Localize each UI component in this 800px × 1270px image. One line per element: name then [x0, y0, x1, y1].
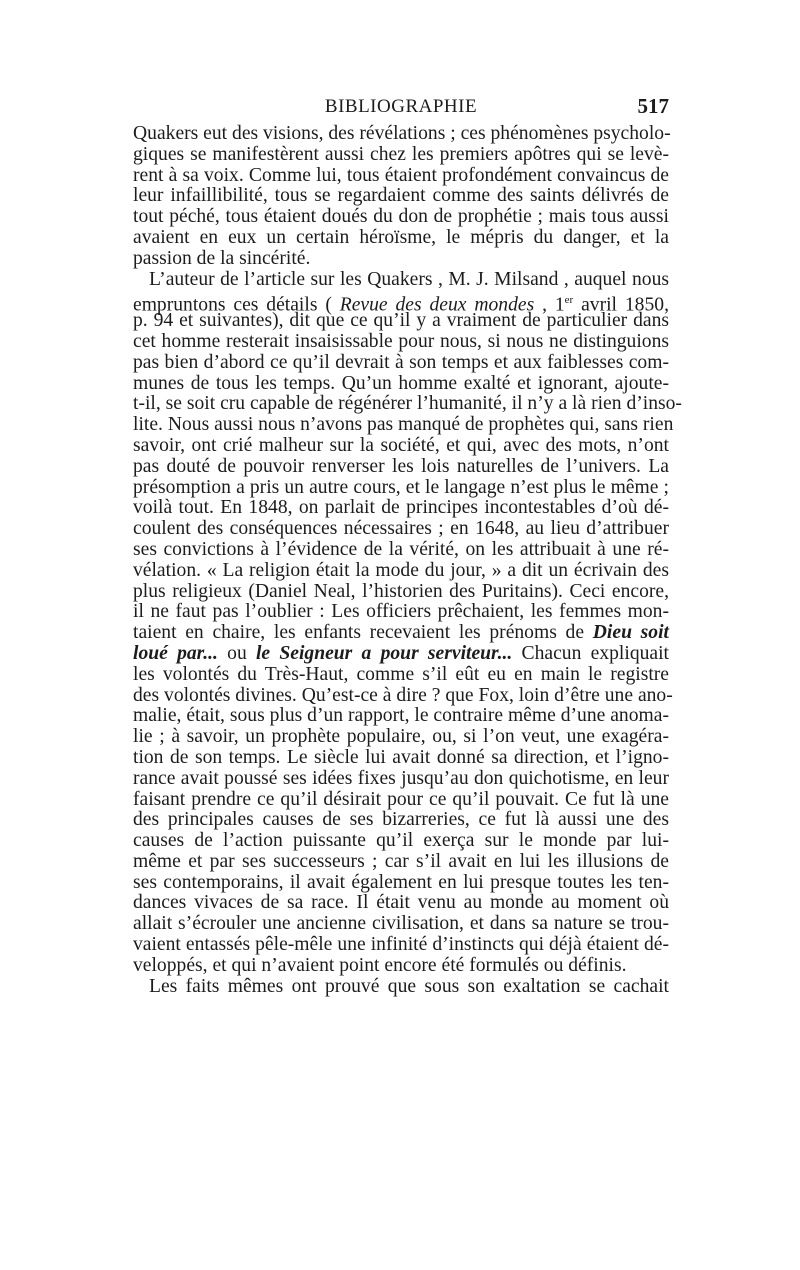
text-line: lite. Nous aussi nous n’avons pas manqué de prophètes qui, sans rien: [133, 414, 674, 436]
text-line: tout péché, tous étaient doués du don de prophétie ; mais tous aussi: [133, 206, 669, 228]
text-line: voilà tout. En 1848, on parlait de principes incontestables d’où dé-: [133, 497, 669, 519]
text-line: allait s’écrouler une ancienne civilisation, et dans sa nature se trou-: [133, 913, 669, 935]
text-line: causes de l’action puissante qu’il exerça sur le monde par lui-: [133, 830, 669, 852]
text-line: empruntons ces détails ( Revue des deux mondes , 1er avril 1850,: [133, 294, 669, 316]
text-line: lie ; à savoir, un prophète populaire, ou, si l’on veut, une exagéra-: [133, 726, 669, 748]
text-line: il ne faut pas l’oublier : Les officiers prêchaient, les femmes mon-: [133, 601, 669, 623]
text-line: faisant prendre ce qu’il désirait pour ce qu’il pouvait. Ce fut là une: [133, 788, 669, 810]
text-line: passion de la sincérité.: [133, 247, 311, 269]
text-line: pas bien d’abord ce qu’il devrait à son temps et aux faiblesses com-: [133, 351, 669, 373]
text-line: avaient en eux un certain héroïsme, le mépris du danger, et la: [133, 226, 669, 248]
text-line: veloppés, et qui n’avaient point encore été formulés ou définis.: [133, 954, 627, 976]
text-line: coulent des conséquences nécessaires ; en 1648, au lieu d’attribuer: [133, 518, 669, 540]
text-line: présomption a pris un autre cours, et le langage n’est plus le même ;: [133, 476, 669, 498]
text-line: ses contemporains, il avait également en lui presque toutes les ten-: [133, 871, 669, 893]
text-line: leur infaillibilité, tous se regardaient comme des saints délivrés de: [133, 185, 669, 207]
text-line: vélation. « La religion était la mode du jour, » a dit un écrivain des: [133, 559, 669, 581]
text-line: taient en chaire, les enfants recevaient les prénoms de Dieu soit: [133, 622, 669, 644]
text-line: p. 94 et suivantes), dit que ce qu’il y a vraiment de particulier dans: [133, 310, 669, 332]
text-line: L’auteur de l’article sur les Quakers , M. J. Milsand , auquel nous: [149, 268, 669, 290]
text-line: tion de son temps. Le siècle lui avait donné sa direction, et l’igno-: [133, 746, 669, 768]
text-line: rance avait poussé ses idées fixes jusqu’au don quichotisme, en leur: [133, 767, 669, 789]
text-line: Quakers eut des visions, des révélations ; ces phénomènes psycholo-: [133, 123, 671, 144]
body-text: [133, 123, 682, 997]
text-line: des principales causes de ses bizarreries, ce fut là aussi une des: [133, 809, 669, 831]
text-line: loué par... ou le Seigneur a pour serviteur... Chacun expliquait: [133, 642, 669, 664]
text-line: plus religieux (Daniel Neal, l’historien des Puritains). Ceci encore,: [133, 580, 669, 602]
text-line: munes de tous les temps. Qu’un homme exalté et ignorant, ajoute-: [133, 372, 669, 394]
text-line: malie, était, sous plus d’un rapport, le contraire même d’une anoma-: [133, 705, 669, 727]
text-line: même et par ses successeurs ; car s’il avait en lui les illusions de: [133, 850, 669, 872]
text-line: giques se manifestèrent aussi chez les premiers apôtres qui se levè-: [133, 143, 669, 165]
text-line: des volontés divines. Qu’est-ce à dire ? que Fox, loin d’être une ano-: [133, 684, 673, 706]
text-line: cet homme resterait insaisissable pour nous, si nous ne distinguions: [133, 330, 669, 352]
text-line: les volontés du Très-Haut, comme s’il eût eu en main le registre: [133, 663, 669, 685]
text-line: Les faits mêmes ont prouvé que sous son exaltation se cachait: [149, 975, 669, 997]
text-line: vaient entassés pêle-mêle une infinité d’instincts qui déjà étaient dé-: [133, 934, 669, 956]
text-line: dances vivaces de sa race. Il était venu au monde au moment où: [133, 892, 669, 914]
text-line: ses convictions à l’évidence de la vérité, on les attribuait à une ré-: [133, 538, 669, 560]
page-number: 517: [637, 94, 669, 118]
running-title: BIBLIOGRAPHIE: [324, 96, 478, 117]
text-line: t-il, se soit cru capable de régénérer l’humanité, il n’y a là rien d’inso-: [133, 393, 682, 415]
text-line: rent à sa voix. Comme lui, tous étaient profondément convaincus de: [133, 164, 669, 186]
text-line: savoir, ont crié malheur sur la société, et qui, avec des mots, n’ont: [133, 434, 669, 456]
text-line: pas douté de pouvoir renverser les lois naturelles de l’univers. La: [133, 455, 669, 477]
running-head: [133, 94, 669, 122]
